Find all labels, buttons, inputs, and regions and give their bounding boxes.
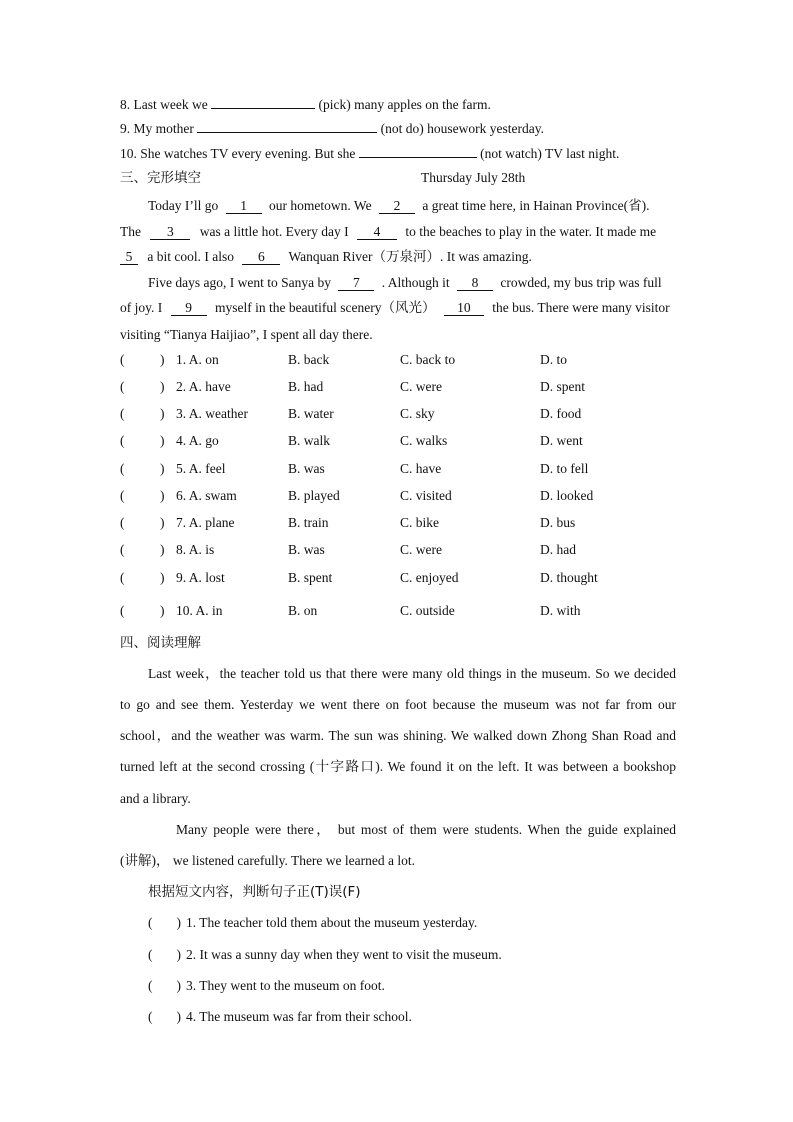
option-d[interactable]: D. spent: [540, 379, 585, 394]
question-number: 9.: [176, 570, 187, 585]
question-row-2: [120, 378, 680, 396]
option-a[interactable]: A. go: [188, 433, 219, 448]
answer-paren-open[interactable]: (: [148, 978, 153, 993]
answer-blank[interactable]: [197, 119, 377, 133]
answer-paren-close[interactable]: ): [160, 352, 165, 367]
option-a[interactable]: A. in: [195, 603, 223, 618]
option-c[interactable]: C. outside: [400, 603, 455, 618]
text-segment: our hometown. We: [269, 198, 372, 213]
question-number-and-option-a: [176, 351, 219, 369]
tf-question-1: [148, 914, 477, 932]
question-number: 1.: [176, 352, 187, 367]
section-4-title: 四、阅读理解: [120, 635, 201, 651]
option-d[interactable]: D. looked: [540, 488, 594, 503]
cloze-line-2: [120, 223, 656, 241]
reading-line-6: Many people were there， but most of them were students. When the guide explained: [176, 822, 676, 837]
option-a[interactable]: A. on: [188, 352, 219, 367]
fill-item-10: [120, 144, 619, 163]
option-d[interactable]: D. bus: [540, 515, 576, 530]
answer-paren-close[interactable]: ): [160, 515, 165, 530]
option-c[interactable]: C. back to: [400, 352, 456, 367]
answer-paren-close[interactable]: ): [160, 406, 165, 421]
answer-paren-close[interactable]: ): [160, 570, 165, 585]
option-b[interactable]: B. played: [288, 488, 340, 503]
question-row-1: [120, 351, 680, 369]
text-segment: crowded, my bus trip was full: [500, 275, 662, 290]
question-row-5: [120, 460, 680, 478]
tf-question-4: [148, 1008, 412, 1026]
option-b[interactable]: B. on: [288, 603, 318, 618]
cloze-blank-10[interactable]: 10: [444, 301, 484, 316]
cloze-blank-8[interactable]: 8: [457, 276, 493, 291]
question-number-and-option-a: [176, 378, 231, 396]
question-number-and-option-a: [176, 432, 219, 450]
option-d[interactable]: D. food: [540, 406, 582, 421]
text-segment: the bus. There were many visitor: [492, 300, 670, 315]
cloze-blank-2[interactable]: 2: [379, 199, 415, 214]
question-number-and-option-a: [176, 602, 223, 620]
text-segment: Five days ago, I went to Sanya by: [148, 275, 331, 290]
option-b[interactable]: B. water: [288, 406, 334, 421]
cloze-line-1: [148, 197, 650, 215]
question-number-and-option-a: [176, 514, 235, 532]
tf-statement: 4. The museum was far from their school.: [186, 1009, 412, 1024]
reading-line-1: Last week，the teacher told us that there were many old things in the museum. So we decided: [148, 666, 676, 681]
reading-line-3: school，and the weather was warm. The sun was shining. We walked down Zhong Shan Road and: [120, 728, 676, 743]
text-segment: Wanquan River（万泉河）. It was amazing.: [288, 249, 532, 264]
item-text: My mother: [133, 121, 194, 136]
option-b[interactable]: B. walk: [288, 433, 330, 448]
question-row-10: [120, 602, 680, 620]
question-number: 10.: [176, 603, 193, 618]
item-text: Last week we: [133, 97, 208, 112]
answer-paren-open[interactable]: (: [148, 1009, 153, 1024]
option-a[interactable]: A. feel: [188, 461, 226, 476]
answer-paren-close[interactable]: ): [176, 1009, 181, 1024]
answer-paren-open[interactable]: (: [120, 461, 125, 476]
question-number-and-option-a: [176, 569, 225, 587]
answer-paren-close[interactable]: ): [160, 603, 165, 618]
question-number-and-option-a: [176, 460, 226, 478]
cloze-blank-4[interactable]: 4: [357, 225, 397, 240]
option-c[interactable]: C. sky: [400, 406, 435, 421]
tf-statement: 3. They went to the museum on foot.: [186, 978, 385, 993]
question-number-and-option-a: [176, 405, 248, 423]
item-number: 10.: [120, 146, 137, 161]
option-c[interactable]: C. were: [400, 542, 442, 557]
tf-question-2: [148, 946, 502, 964]
item-text: She watches TV every evening. But she: [140, 146, 356, 161]
answer-paren-open[interactable]: (: [120, 603, 125, 618]
answer-paren-open[interactable]: (: [120, 406, 125, 421]
option-d[interactable]: D. had: [540, 542, 576, 557]
item-number: 9.: [120, 121, 131, 136]
answer-paren-close[interactable]: ): [160, 542, 165, 557]
answer-paren-open[interactable]: (: [120, 488, 125, 503]
option-b[interactable]: B. was: [288, 542, 325, 557]
question-number-and-option-a: [176, 487, 237, 505]
item-number: 8.: [120, 97, 131, 112]
answer-paren-open[interactable]: (: [120, 570, 125, 585]
question-number: 2.: [176, 379, 187, 394]
option-d[interactable]: D. thought: [540, 570, 598, 585]
option-a[interactable]: A. plane: [188, 515, 235, 530]
answer-paren-close[interactable]: ): [160, 379, 165, 394]
cloze-blank-1[interactable]: 1: [226, 199, 262, 214]
option-c[interactable]: C. visited: [400, 488, 452, 503]
question-number: 8.: [176, 542, 187, 557]
answer-paren-open[interactable]: (: [120, 515, 125, 530]
option-d[interactable]: D. with: [540, 603, 581, 618]
option-b[interactable]: B. train: [288, 515, 329, 530]
text-segment: myself in the beautiful scenery（风光）: [215, 300, 436, 315]
reading-line-7: (讲解)， we listened carefully. There we learned a lot.: [120, 853, 416, 868]
option-c[interactable]: C. were: [400, 379, 442, 394]
tf-statement: 1. The teacher told them about the museum yesterday.: [186, 915, 478, 930]
answer-paren-close[interactable]: ): [176, 915, 181, 930]
cloze-blank-6[interactable]: 6: [242, 250, 280, 265]
answer-paren-open[interactable]: (: [148, 947, 153, 962]
tf-statement: 2. It was a sunny day when they went to visit the museum.: [186, 947, 502, 962]
option-c[interactable]: C. enjoyed: [400, 570, 459, 585]
question-number: 5.: [176, 461, 187, 476]
tf-question-3: [148, 977, 385, 995]
question-row-3: [120, 405, 680, 423]
text-segment: was a little hot. Every day I: [199, 224, 349, 239]
section-3-title: 三、完形填空: [120, 170, 201, 186]
answer-paren-close[interactable]: ): [160, 488, 165, 503]
reading-line-4: turned left at the second crossing (十字路口). We found it on the left. It was between a bookshop: [120, 759, 676, 774]
option-b[interactable]: B. had: [288, 379, 324, 394]
text-segment: a great time here, in Hainan Province(省).: [422, 198, 650, 213]
option-a[interactable]: A. swam: [188, 488, 237, 503]
item-hint: (pick) many apples on the farm.: [318, 97, 491, 112]
text-segment: of joy. I: [120, 300, 163, 315]
option-c[interactable]: C. walks: [400, 433, 448, 448]
reading-line-5: and a library.: [120, 791, 191, 806]
option-a[interactable]: A. lost: [188, 570, 225, 585]
cloze-blank-3[interactable]: 3: [150, 225, 190, 240]
text-segment: Today I’ll go: [148, 198, 219, 213]
question-row-8: [120, 541, 680, 559]
answer-paren-open[interactable]: (: [120, 433, 125, 448]
text-segment: a bit cool. I also: [147, 249, 234, 264]
question-number: 6.: [176, 488, 187, 503]
option-d[interactable]: D. to fell: [540, 461, 589, 476]
cloze-blank-7[interactable]: 7: [338, 276, 374, 291]
tf-instruction: 根据短文内容，判断句子正(T)误(F): [148, 884, 361, 900]
item-hint: (not watch) TV last night.: [480, 146, 620, 161]
cloze-line-4: [148, 274, 662, 292]
option-a[interactable]: A. is: [188, 542, 215, 557]
cloze-blank-9[interactable]: 9: [171, 301, 207, 316]
option-d[interactable]: D. went: [540, 433, 583, 448]
cloze-line-3: [120, 248, 532, 266]
text-segment: . Although it: [381, 275, 450, 290]
question-number: 3.: [176, 406, 187, 421]
answer-paren-open[interactable]: (: [120, 352, 125, 367]
option-b[interactable]: B. back: [288, 352, 330, 367]
option-a[interactable]: A. have: [188, 379, 231, 394]
answer-paren-close[interactable]: ): [176, 978, 181, 993]
question-row-7: [120, 514, 680, 532]
answer-paren-close[interactable]: ): [176, 947, 181, 962]
answer-blank[interactable]: [359, 144, 477, 158]
answer-paren-open[interactable]: (: [148, 915, 153, 930]
cloze-blank-5[interactable]: 5: [120, 250, 138, 265]
question-number: 4.: [176, 433, 187, 448]
answer-paren-close[interactable]: ): [160, 433, 165, 448]
answer-paren-open[interactable]: (: [120, 542, 125, 557]
question-row-6: [120, 487, 680, 505]
text-segment: The: [120, 224, 141, 239]
cloze-line-5: [120, 299, 670, 317]
question-row-9: [120, 569, 680, 587]
text-segment: to the beaches to play in the water. It made me: [405, 224, 657, 239]
option-d[interactable]: D. to: [540, 352, 567, 367]
cloze-line-6: visiting “Tianya Haijiao”, I spent all day there.: [120, 327, 373, 342]
reading-line-2: to go and see them. Yesterday we went there on foot because the museum was not far from our: [120, 697, 676, 712]
question-number: 7.: [176, 515, 187, 530]
option-b[interactable]: B. was: [288, 461, 325, 476]
answer-paren-close[interactable]: ): [160, 461, 165, 476]
answer-blank[interactable]: [211, 95, 315, 109]
option-c[interactable]: C. have: [400, 461, 442, 476]
answer-paren-open[interactable]: (: [120, 379, 125, 394]
option-a[interactable]: A. weather: [188, 406, 248, 421]
passage-date: Thursday July 28th: [421, 170, 526, 185]
fill-item-9: [120, 119, 544, 138]
question-row-4: [120, 432, 680, 450]
question-number-and-option-a: [176, 541, 214, 559]
item-hint: (not do) housework yesterday.: [380, 121, 544, 136]
option-c[interactable]: C. bike: [400, 515, 439, 530]
fill-item-8: [120, 95, 491, 114]
option-b[interactable]: B. spent: [288, 570, 333, 585]
